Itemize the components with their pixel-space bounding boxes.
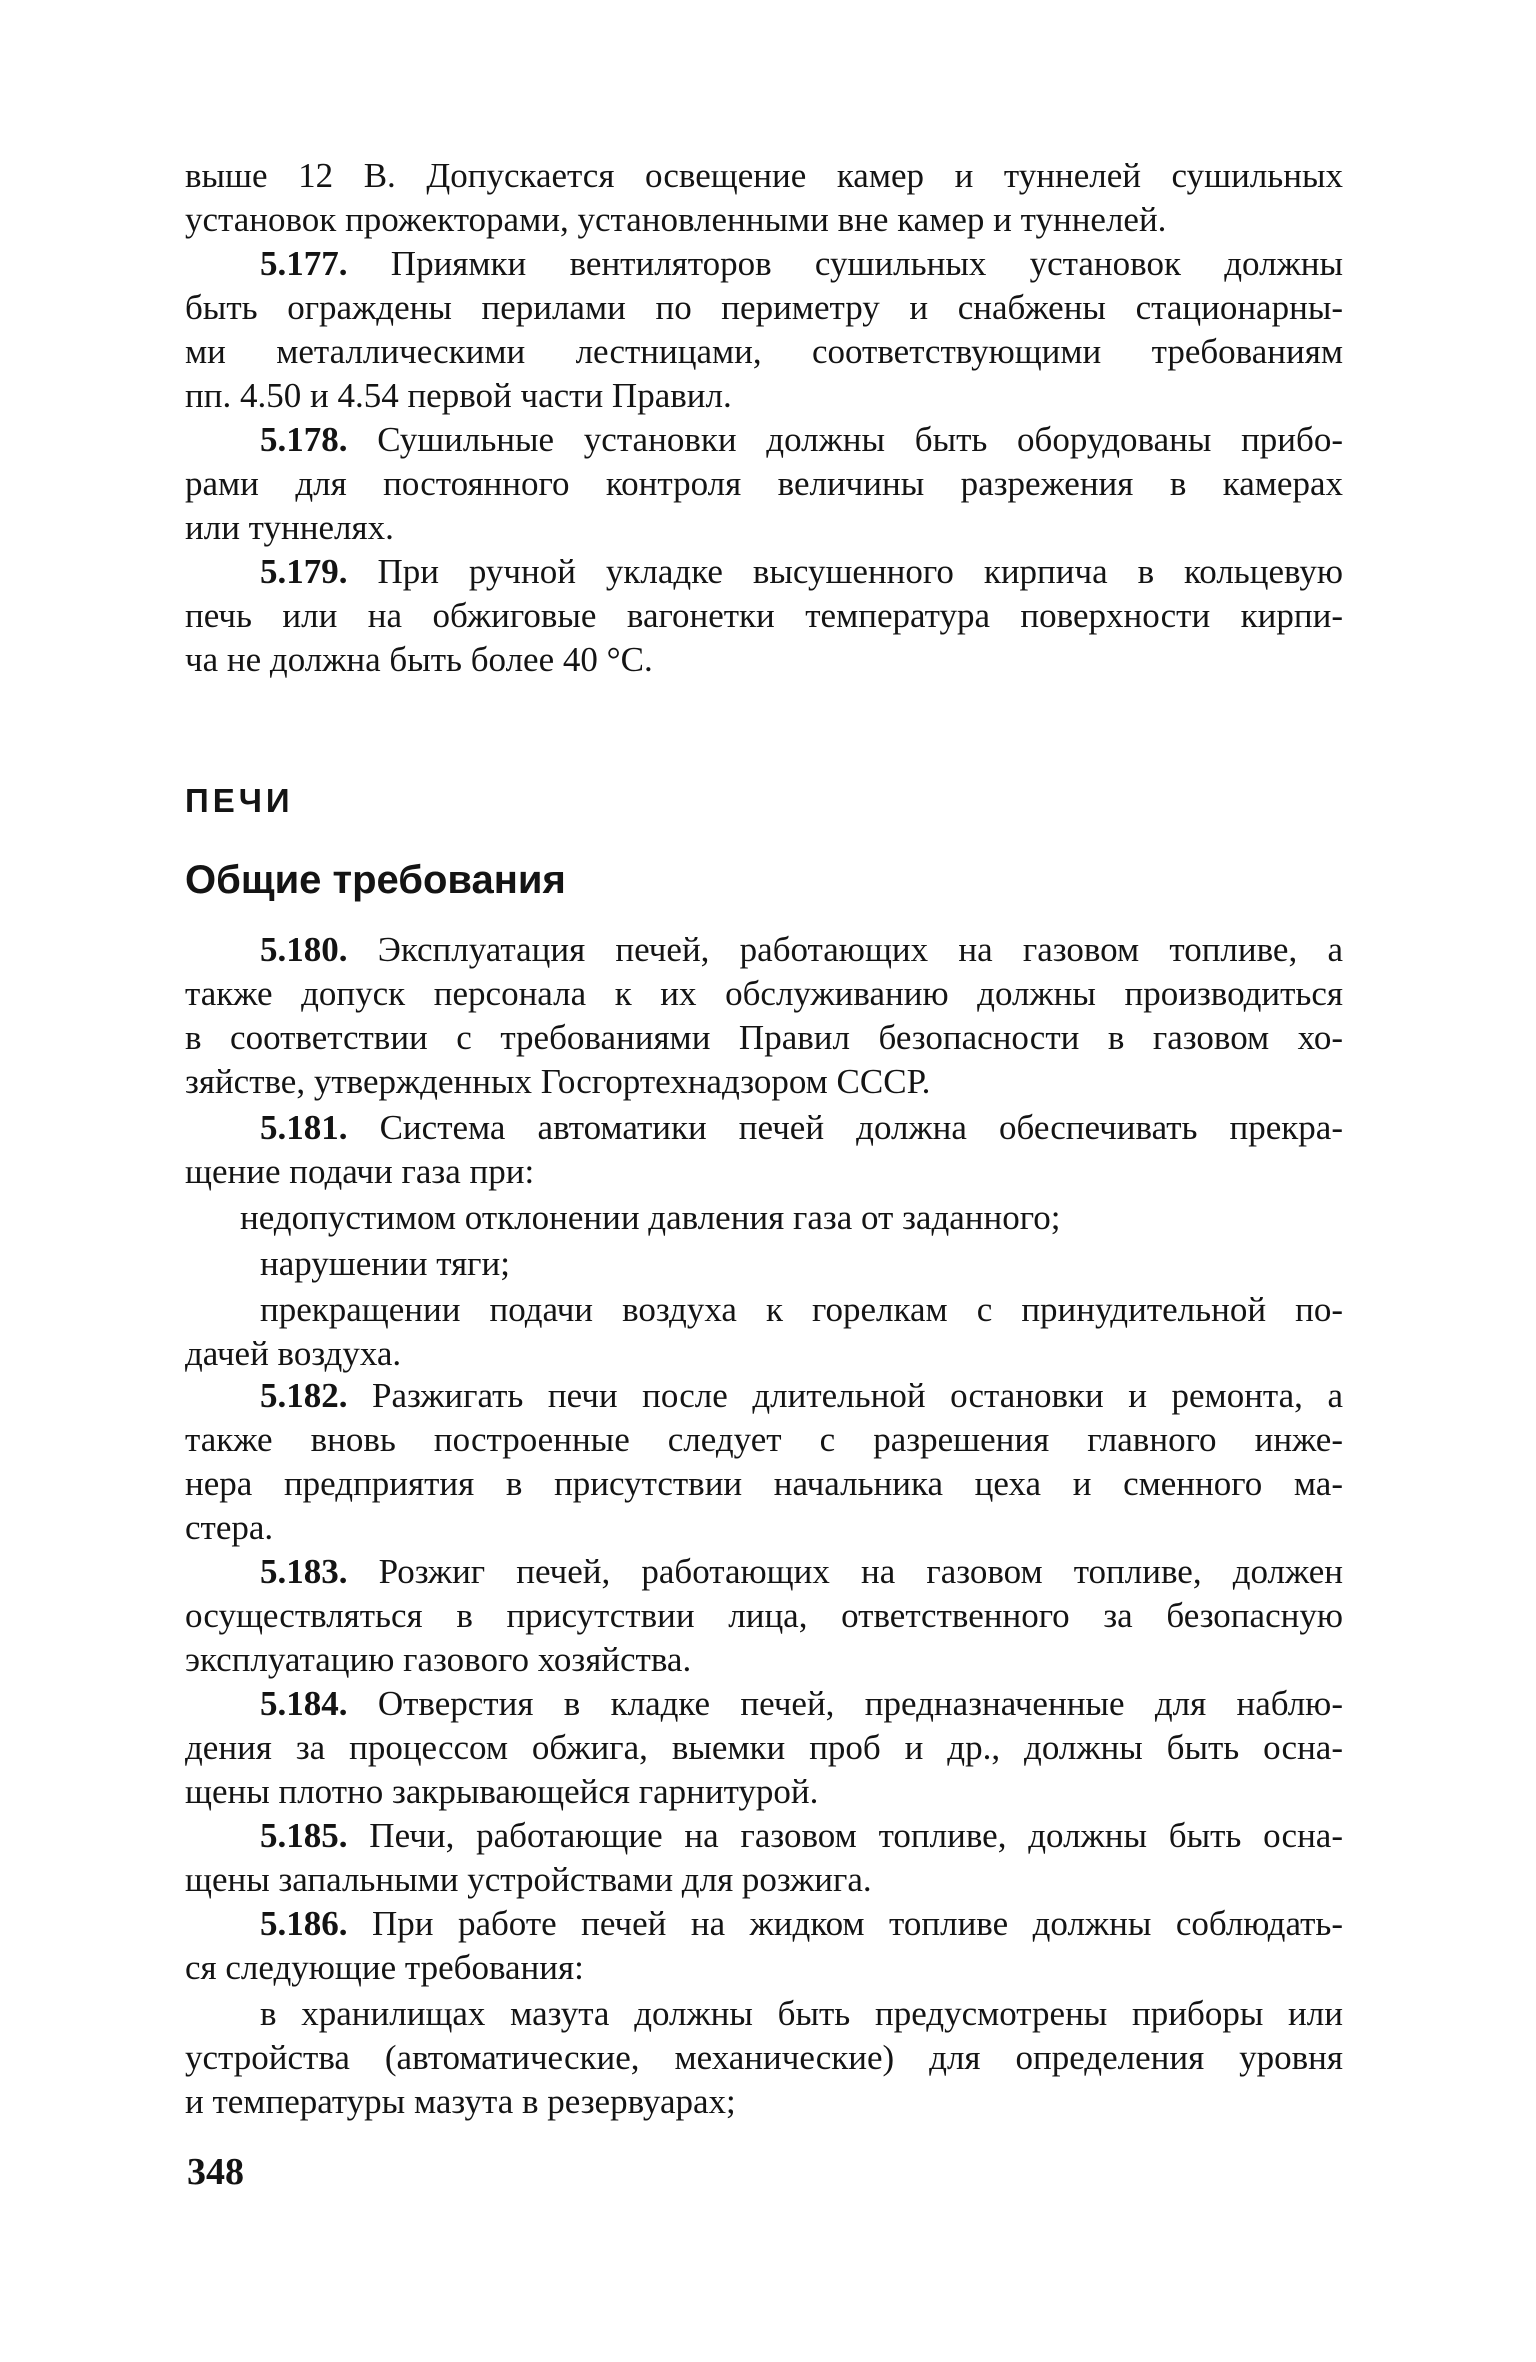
section-title: ПЕЧИ [185, 782, 294, 819]
paragraph-number: 5.186. [260, 1904, 348, 1943]
text-line: устройства (автоматические, механические) для определения уровня [185, 2038, 1343, 2077]
list-item: прекращении подачи воздуха к горелкам с принудительной по- [260, 1290, 1343, 1329]
text-line: ся следующие требования: [185, 1948, 584, 1987]
text-line: рами для постоянного контроля величины разрежения в камерах [185, 464, 1343, 503]
text-line: нера предприятия в присутствии начальника цеха и сменного ма- [185, 1464, 1343, 1503]
paragraph-first-line [260, 1814, 1343, 1858]
text-line: стера. [185, 1508, 274, 1547]
text-line: эксплуатацию газового хозяйства. [185, 1640, 692, 1679]
text-line: выше 12 В. Допускается освещение камер и туннелей сушильных [185, 156, 1343, 195]
paragraph-first-line [260, 928, 1343, 972]
paragraph-number: 5.185. [260, 1816, 348, 1855]
text-line: также допуск персонала к их обслуживанию должны производиться [185, 974, 1343, 1013]
text-span: При работе печей на жидком топливе должны соблюдать- [347, 1904, 1343, 1943]
text-line: установок прожекторами, установленными вне камер и туннелей. [185, 200, 1167, 239]
text-span: Печи, работающие на газовом топливе, должны быть осна- [347, 1816, 1343, 1855]
text-line: щены запальными устройствами для розжига. [185, 1860, 872, 1899]
text-line: пп. 4.50 и 4.54 первой части Правил. [185, 376, 732, 415]
paragraph-first-line [260, 550, 1343, 594]
paragraph-first-line [260, 1374, 1343, 1418]
page-number: 348 [187, 2151, 244, 2193]
paragraph-number: 5.178. [260, 420, 348, 459]
text-line: печь или на обжиговые вагонетки температура поверхности кирпи- [185, 596, 1343, 635]
text-span: Разжигать печи после длительной остановки и ремонта, а [347, 1376, 1343, 1415]
paragraph-number: 5.182. [260, 1376, 348, 1415]
text-span: Система автоматики печей должна обеспечивать прекра- [347, 1108, 1343, 1147]
text-line: осуществляться в присутствии лица, ответственного за безопасную [185, 1596, 1343, 1635]
paragraph-first-line [260, 1550, 1343, 1594]
text-line: и температуры мазута в резервуарах; [185, 2082, 736, 2121]
paragraph-first-line [260, 242, 1343, 286]
text-line: также вновь построенные следует с разрешения главного инже- [185, 1420, 1343, 1459]
text-span: Эксплуатация печей, работающих на газовом топливе, а [347, 930, 1343, 969]
paragraph-number: 5.179. [260, 552, 348, 591]
text-span: Сушильные установки должны быть оборудованы прибо- [347, 420, 1343, 459]
list-item: нарушении тяги; [260, 1244, 510, 1283]
list-item: в хранилищах мазута должны быть предусмотрены приборы или [260, 1994, 1343, 2033]
subsection-title: Общие требования [185, 858, 566, 902]
text-line: ча не должна быть более 40 °С. [185, 640, 653, 679]
text-span: При ручной укладке высушенного кирпича в кольцевую [347, 552, 1343, 591]
text-line: дения за процессом обжига, выемки проб и др., должны быть осна- [185, 1728, 1343, 1767]
paragraph-number: 5.181. [260, 1108, 348, 1147]
text-span: Отверстия в кладке печей, предназначенные для наблю- [347, 1684, 1343, 1723]
text-line: ми металлическими лестницами, соответствующими требованиям [185, 332, 1343, 371]
text-span: Розжиг печей, работающих на газовом топливе, должен [347, 1552, 1343, 1591]
paragraph-first-line [260, 1902, 1343, 1946]
paragraph-first-line [260, 1682, 1343, 1726]
paragraph-number: 5.177. [260, 244, 348, 283]
paragraph-number: 5.184. [260, 1684, 348, 1723]
text-span: Приямки вентиляторов сушильных установок должны [347, 244, 1343, 283]
list-item: недопустимом отклонении давления газа от заданного; [240, 1198, 1061, 1237]
text-line: в соответствии с требованиями Правил безопасности в газовом хо- [185, 1018, 1343, 1057]
text-line: щены плотно закрывающейся гарнитурой. [185, 1772, 819, 1811]
text-line: дачей воздуха. [185, 1334, 402, 1373]
paragraph-number: 5.180. [260, 930, 348, 969]
paragraph-first-line [260, 1106, 1343, 1150]
text-line: щение подачи газа при: [185, 1152, 535, 1191]
text-line: или туннелях. [185, 508, 394, 547]
text-line: быть ограждены перилами по периметру и снабжены стационарны- [185, 288, 1343, 327]
text-line: зяйстве, утвержденных Госгортехнадзором СССР. [185, 1062, 931, 1101]
paragraph-first-line [260, 418, 1343, 462]
paragraph-number: 5.183. [260, 1552, 348, 1591]
